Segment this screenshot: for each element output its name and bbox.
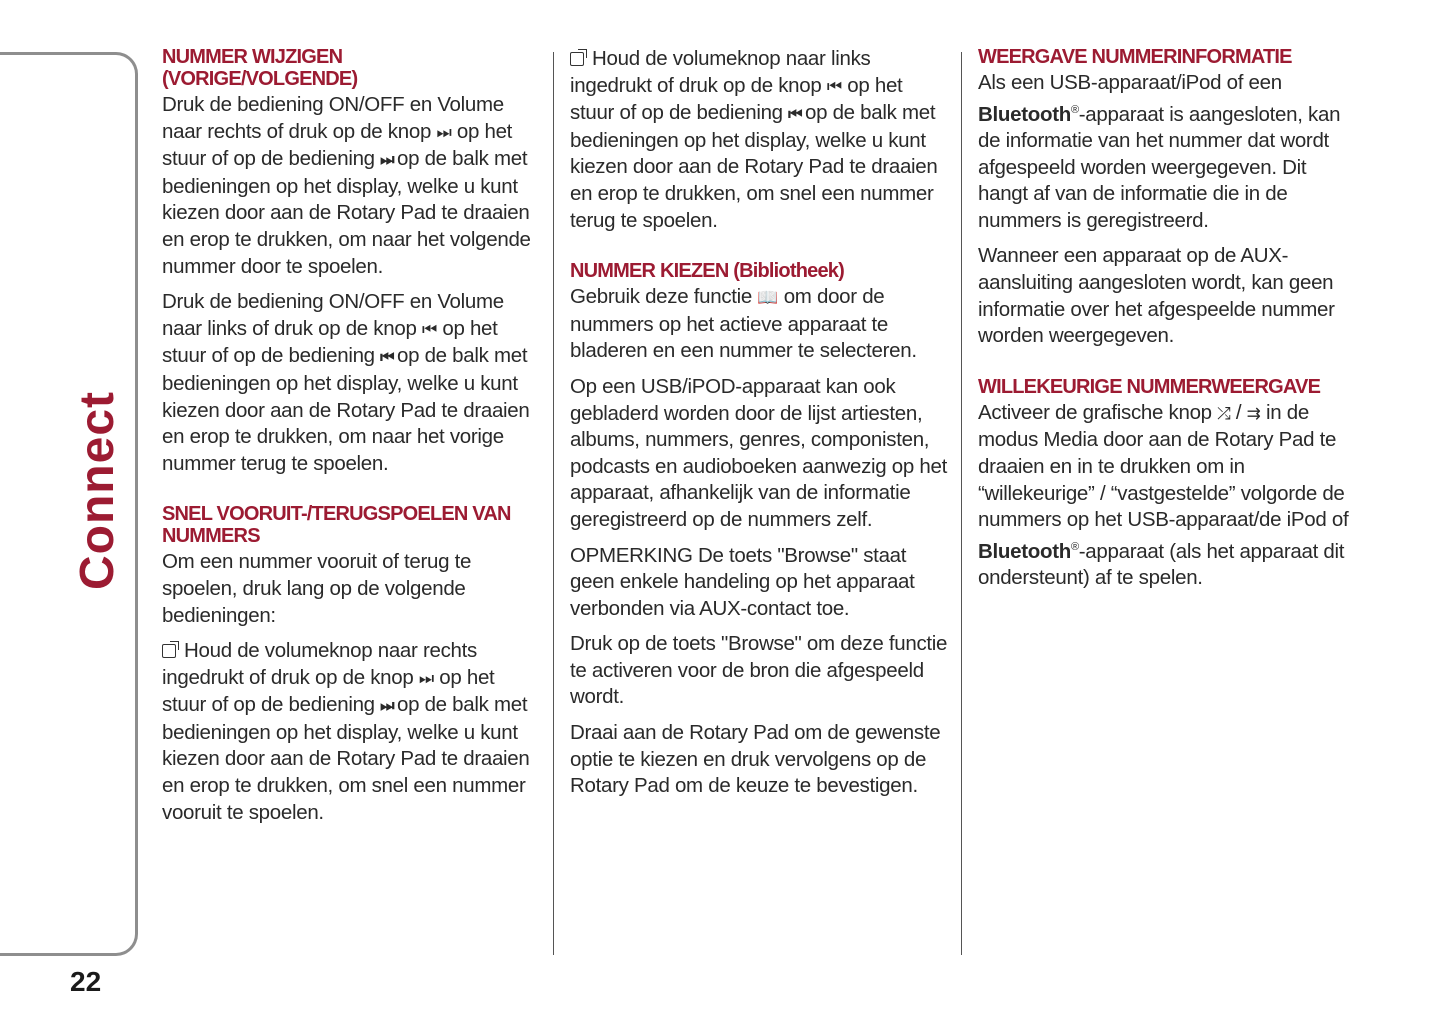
bullet-rewind: Houd de volumeknop naar links ingedrukt of druk op de knop ⏮ op het stuur of op de bediening ⏮ op de balk met bedieningen op het display, welke u kunt kiezen door aan de Rotary Pad te draaien en erop te drukken, om snel een nummer terug te spoelen. [570, 47, 938, 232]
bluetooth-label: Bluetooth [978, 102, 1071, 126]
next-track-outline-icon: ⏭ [436, 122, 452, 143]
paragraph-rotary-pad: Draai aan de Rotary Pad om de gewenste optie te kiezen en druk vervolgens op de Rotary Pad om de keuze te bevestigen. [570, 721, 941, 798]
previous-track-outline-icon: ⏮ [826, 76, 842, 97]
paragraph-browse-activate: Druk op de toets "Browse" om deze functie te activeren voor de bron die afgespeeld wordt. [570, 632, 948, 709]
bullet-icon [162, 644, 176, 658]
next-track-filled-icon: ⏭ [380, 150, 392, 170]
previous-track-outline-icon: ⏮ [421, 319, 437, 340]
bullet-icon [570, 52, 584, 66]
paragraph-note-browse: OPMERKING De toets "Browse" staat geen enkele handeling op het apparaat verbonden via AUX-contact toe. [570, 543, 915, 620]
paragraph-next-track: Druk de bediening ON/OFF en Volume naar rechts of druk op de knop ⏭ op het stuur of op de bediening ⏭ op de balk met bedieningen op het display, welke u kunt kiezen door aan de Rotary Pad te draaien en erop te drukken, om naar het volgende nummer door te spoelen. [162, 93, 531, 278]
paragraph-fast-seek-intro: Om een nummer vooruit of terug te spoelen, druk lang op de volgende bedieningen: [162, 550, 472, 627]
column-divider-1 [553, 52, 554, 955]
bluetooth-label: Bluetooth [978, 539, 1071, 563]
page-number: 22 [70, 966, 102, 997]
heading-library: NUMMER KIEZEN (Bibliotheek) [570, 260, 844, 283]
repeat-order-icon: ⇉ [1246, 403, 1261, 424]
column-2 [570, 46, 948, 809]
heading-track-info: WEERGAVE NUMMERINFORMATIE [978, 46, 1292, 68]
bullet-fast-forward: Houd de volumeknop naar rechts ingedrukt of druk op de knop ⏭ op het stuur of op de bediening ⏭ op de balk met bedieningen op het display, welke u kunt kiezen door aan de Rotary Pad te draaien en erop te drukken, om snel een nummer vooruit te spoelen. [162, 639, 530, 824]
paragraph-library-function: Gebruik deze functie 📖 om door de nummers op het actieve apparaat te bladeren en een nummer te selecteren. [570, 285, 917, 363]
heading-track-change: NUMMER WIJZIGEN (VORIGE/VOLGENDE) [162, 46, 358, 90]
next-track-outline-icon: ⏭ [418, 668, 434, 689]
paragraph-previous-track: Druk de bediening ON/OFF en Volume naar links of druk op de knop ⏮ op het stuur of op de bediening ⏮ op de balk met bedieningen op het display, welke u kunt kiezen door aan de Rotary Pad te draaien en erop te drukken, om naar het vorige nummer terug te spoelen. [162, 290, 530, 475]
heading-shuffle: WILLEKEURIGE NUMMERWEERGAVE [978, 375, 1321, 398]
shuffle-icon: ⤮ [1217, 403, 1231, 424]
previous-track-filled-icon: ⏮ [380, 347, 392, 367]
paragraph-browse-usb: Op een USB/iPOD-apparaat kan ook gebladerd worden door de lijst artiesten, albums, nummers, genres, componisten, podcasts en audioboeken aanwezig op het apparaat, afhankelijk van de informatie geregistreerd op de nummers zelf. [570, 374, 947, 531]
column-3 [978, 46, 1356, 601]
column-divider-2 [961, 52, 962, 955]
library-book-icon: 📖 [757, 288, 779, 309]
column-1 [162, 46, 542, 835]
previous-track-filled-icon: ⏮ [788, 104, 800, 124]
next-track-filled-icon: ⏭ [380, 696, 392, 716]
heading-fast-seek: SNEL VOORUIT-/TERUGSPOELEN VAN NUMMERS [162, 503, 511, 548]
paragraph-track-info: Als een USB-apparaat/iPod of een Bluetooth®-apparaat is aangesloten, kan de informatie van het nummer dat wordt afgespeeld worden weergegeven. Dit hangt af van de informatie die in de nummers is geregistreerd. [978, 71, 1341, 232]
section-title: Connect [71, 391, 124, 590]
paragraph-shuffle: Activeer de grafische knop ⤮ / ⇉ in de modus Media door aan de Rotary Pad te draaien en in te drukken om in “willekeurige” / “vastgestelde” volgorde de nummers op het USB-apparaat/de iPod of Bluetooth®-apparaat (als het apparaat dit ondersteunt) af te spelen. [978, 400, 1349, 590]
paragraph-aux-info: Wanneer een apparaat op de AUX-aansluiting aangesloten wordt, kan geen informatie over het afgespeelde nummer worden weergegeven. [978, 244, 1335, 348]
